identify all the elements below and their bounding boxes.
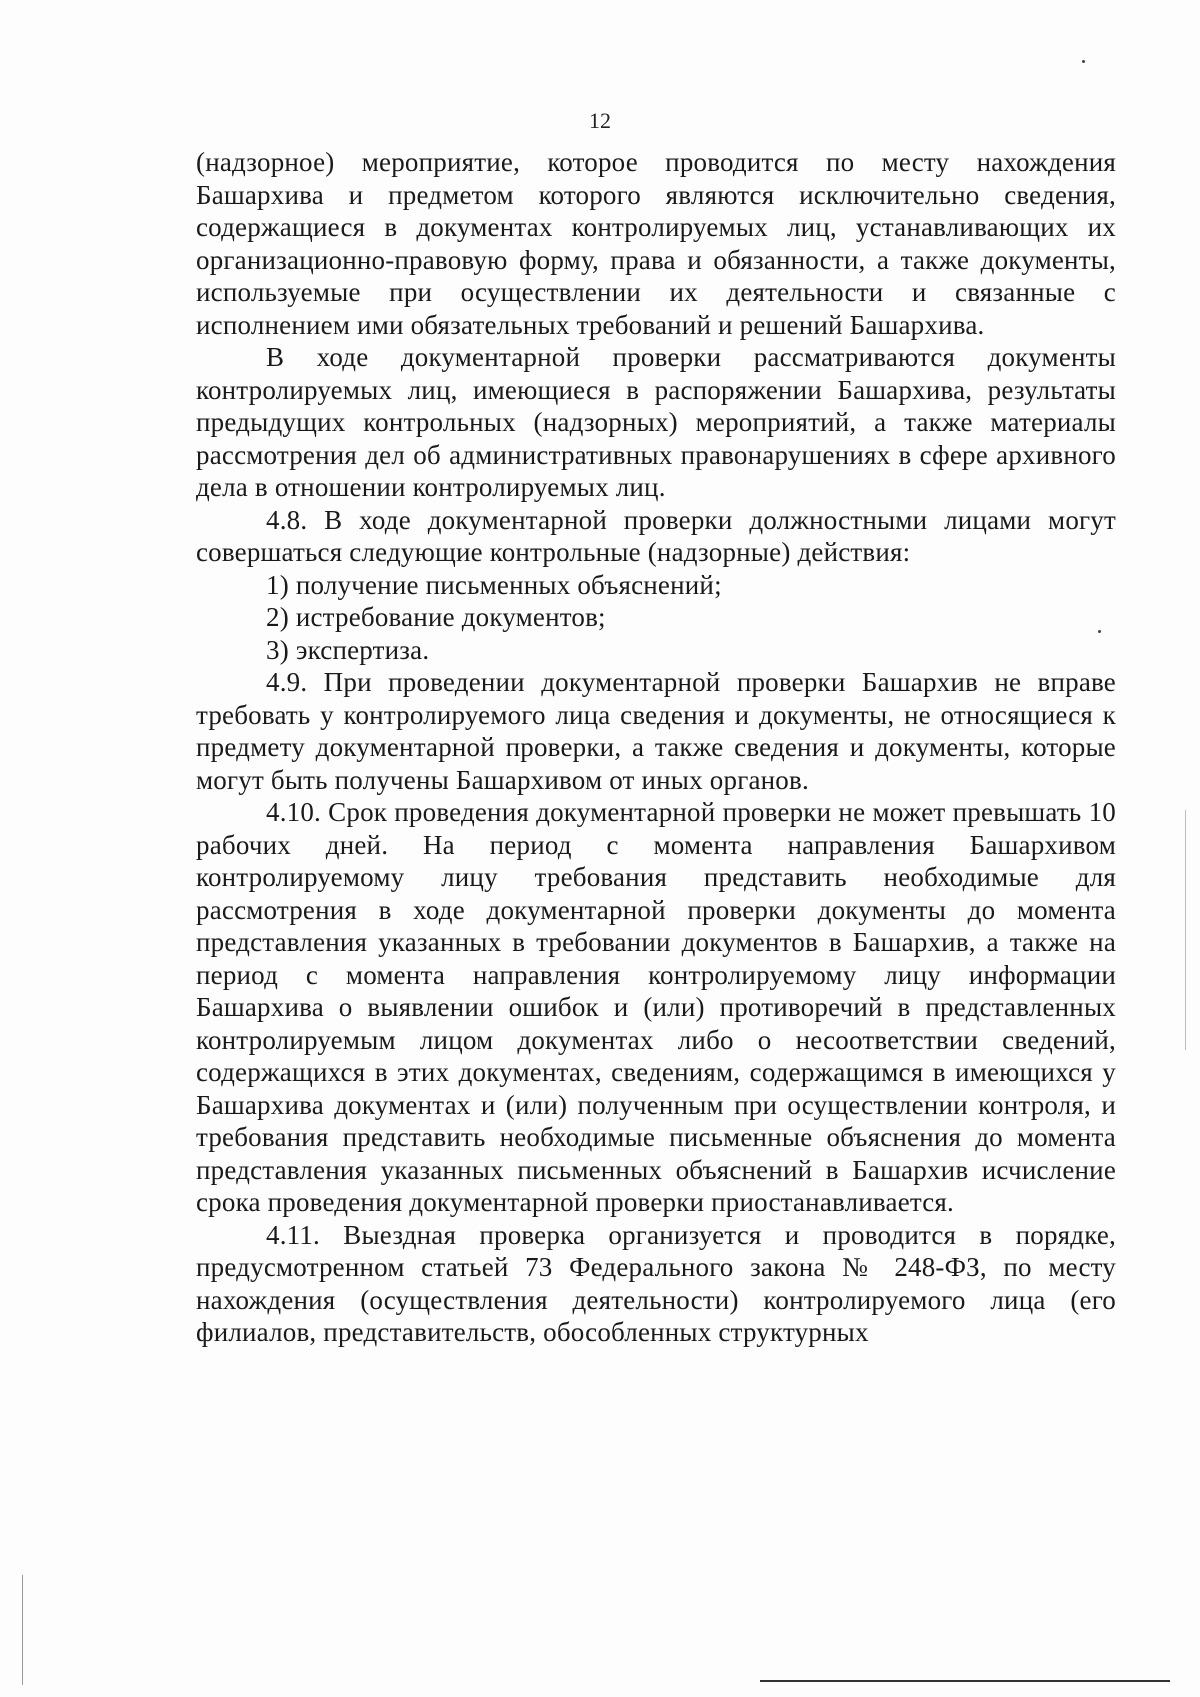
paragraph-4-8: 4.8. В ходе документарной проверки должностными лицами могут совершаться следующие контрольные (надзорные) действия: (196, 504, 1116, 567)
paragraph-4-10: 4.10. Срок проведения документарной проверки не может превышать 10 рабочих дней. На период с момента направления Башархивом контролируемому лицу требования представить необходимые для рассмотрения в ходе документарной проверки документы до момента представления указанных в требовании документов в Башархив, а также на период с момента направления контролируемому лицу информации Башархива о выявлении ошибок и (или) противоречий в представленных контролируемым лицом документах либо о несоответствии сведений, содержащихся в этих документах, сведениям, содержащимся в имеющихся у Башархива документах и (или) полученным при осуществлении контроля, и требования представить необходимые письменные объяснения до момента представления указанных письменных объяснений в Башархив исчисление срока проведения документарной проверки приостанавливается. (196, 797, 1116, 1217)
paragraph-4-11: 4.11. Выездная проверка организуется и проводится в порядке, предусмотренном статьей 73 Федерального закона № 248-ФЗ, по месту нахождения (осуществления деятельности) контролируемого лица (его филиалов, представительств, обособленных структурных (196, 1219, 1116, 1347)
scan-edge-line-left (22, 1575, 23, 1685)
list-item-1: 1) получение письменных объяснений; (266, 569, 722, 600)
paragraph-continuation: (надзорное) мероприятие, которое проводится по месту нахождения Башархива и предметом которого являются исключительно сведения, содержащиеся в документах контролируемых лиц, устанавливающих их организационно-правовую форму, права и обязанности, а также документы, используемые при осуществлении их деятельности и связанные с исполнением ими обязательных требований и решений Башархива. (196, 147, 1116, 340)
scan-dot (1098, 630, 1101, 633)
scan-bottom-line (760, 1680, 1170, 1682)
paragraph-4-9: 4.9. При проведении документарной проверки Башархив не вправе требовать у контролируемого лица сведения и документы, не относящиеся к предмету документарной проверки, а также сведения и документы, которые могут быть получены Башархивом от иных органов. (196, 667, 1116, 795)
scan-dot (1082, 60, 1085, 63)
page-number: 12 (589, 108, 611, 133)
list-item-2: 2) истребование документов; (266, 602, 606, 632)
list-item-3: 3) экспертиза. (266, 634, 430, 665)
document-body (196, 146, 1116, 1349)
scan-edge-line-right (1185, 810, 1186, 1050)
paragraph-documents-reviewed: В ходе документарной проверки рассматриваются документы контролируемых лиц, имеющиеся в распоряжении Башархива, результаты предыдущих контрольных (надзорных) мероприятий, а также материалы рассмотрения дел об административных правонарушениях в сфере архивного дела в отношении контролируемых лиц. (196, 342, 1116, 502)
